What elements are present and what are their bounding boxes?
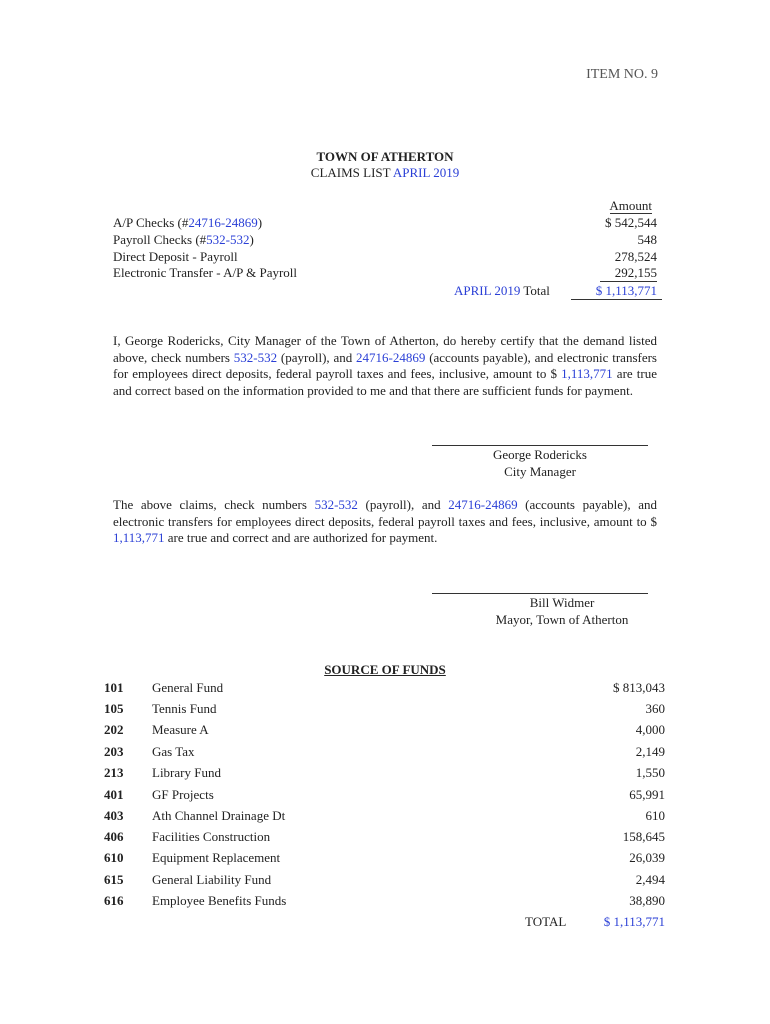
subtotal-rule [600,281,657,282]
signature-line-manager [432,445,648,446]
signer-title-manager: City Manager [504,464,576,479]
fund-amount: 2,149 [635,744,665,759]
claim-amount-payroll: 548 [637,232,657,247]
fund-code: 213 [104,765,124,780]
fund-code: 406 [104,829,124,844]
signer-name-manager: George Rodericks [493,447,587,462]
signer-name-mayor: Bill Widmer [529,595,595,610]
fund-amount: 360 [645,701,665,716]
fund-name: Equipment Replacement [152,850,281,865]
certification-paragraph: I, George Rodericks, City Manager of the Town of Atherton, do hereby certify that the demand listed above, check numbers 532-532 (payroll), and 24716-24869 (accounts payable), and electronic transfers for employees direct deposits, federal payroll taxes and fees, inclusive, amount to $ 1,113,771 are true and correct based on the information provided to me and that there are sufficient funds for payment. [113,333,657,398]
claims-total-label: APRIL 2019 Total [454,283,550,298]
claim-label-direct-deposit: Direct Deposit - Payroll [113,249,238,264]
claim-amount-ap: $ 542,544 [605,215,657,230]
fund-name: Ath Channel Drainage Dt [152,808,286,823]
fund-code: 203 [104,744,124,759]
fund-name: General Liability Fund [152,872,272,887]
funds-total-amount: $ 1,113,771 [603,914,665,929]
fund-name: Measure A [152,722,209,737]
total-rule [571,299,662,300]
fund-code: 615 [104,872,124,887]
fund-name: Library Fund [152,765,221,780]
fund-amount: 4,000 [635,722,665,737]
fund-amount: 65,991 [629,787,665,802]
funds-total-label: TOTAL [525,914,567,929]
claim-label-electronic-transfer: Electronic Transfer - A/P & Payroll [113,265,298,280]
town-title: TOWN OF ATHERTON [316,149,454,164]
amount-header-underline [610,213,652,214]
claims-list-heading: CLAIMS LIST APRIL 2019 [310,165,460,180]
fund-code: 202 [104,722,124,737]
claim-label-ap: A/P Checks (#24716-24869) [113,215,263,230]
authorization-paragraph: The above claims, check numbers 532-532 (payroll), and 24716-24869 (accounts payable), and electronic transfers for employees direct deposits, federal payroll taxes and fees, inclusive, amount to $ 1,113,771 are true and correct and are authorized for payment. [113,497,657,545]
fund-name: General Fund [152,680,224,695]
fund-name: Gas Tax [152,744,195,759]
claim-amount-direct-deposit: 278,524 [614,249,657,264]
item-number: ITEM NO. 9 [586,67,658,82]
fund-amount: 26,039 [629,850,665,865]
claims-total-amount: $ 1,113,771 [595,283,657,298]
claim-label-payroll: Payroll Checks (#532-532) [113,232,254,247]
fund-name: Employee Benefits Funds [152,893,287,908]
fund-amount: 2,494 [635,872,665,887]
fund-code: 401 [104,787,124,802]
fund-amount: 610 [645,808,665,823]
amount-header: Amount [609,198,652,213]
fund-code: 101 [104,680,124,695]
signer-title-mayor: Mayor, Town of Atherton [495,612,629,627]
fund-code: 610 [104,850,124,865]
signature-line-mayor [432,593,648,594]
fund-name: Facilities Construction [152,829,271,844]
fund-amount: $ 813,043 [613,680,665,695]
fund-code: 403 [104,808,124,823]
source-of-funds-title: SOURCE OF FUNDS [324,662,446,677]
fund-name: GF Projects [152,787,214,802]
claim-amount-electronic-transfer: 292,155 [614,265,657,280]
fund-amount: 1,550 [635,765,665,780]
fund-amount: 158,645 [622,829,665,844]
fund-code: 616 [104,893,124,908]
claims-period: APRIL 2019 [392,165,460,180]
fund-name: Tennis Fund [152,701,217,716]
fund-code: 105 [104,701,124,716]
fund-amount: 38,890 [629,893,665,908]
